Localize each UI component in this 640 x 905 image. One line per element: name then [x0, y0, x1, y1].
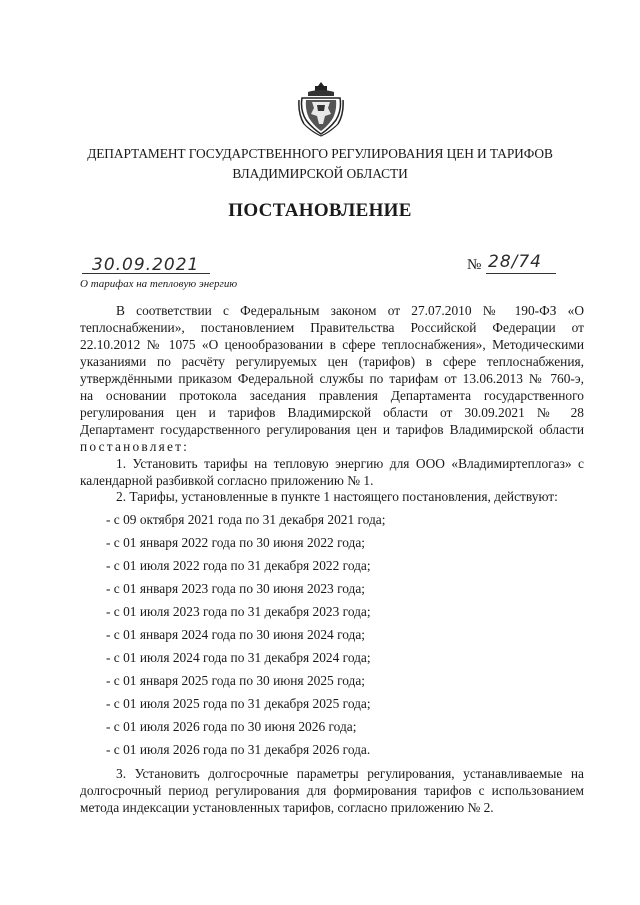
date-underline [82, 273, 210, 274]
period-item: - с 01 июля 2026 года по 31 декабря 2026 года. [106, 742, 371, 757]
document-title: ПОСТАНОВЛЕНИЕ [228, 200, 412, 221]
period-item: - с 01 июля 2025 года по 31 декабря 2025 года; [106, 696, 371, 711]
preamble-line: 22.10.2012 № 1075 «О ценообразовании в сфере теплоснабжения», Методическими [80, 337, 584, 352]
coat-of-arms-icon [298, 80, 344, 138]
resolves-word: постановляет: [80, 439, 190, 454]
preamble-line: теплоснабжении», постановлением Правительства Российской Федерации от [80, 320, 584, 335]
number-underline [486, 273, 556, 274]
paragraph-3-line: 3. Установить долгосрочные параметры регулирования, устанавливаемые на [116, 766, 584, 781]
department-name: ДЕПАРТАМЕНТ ГОСУДАРСТВЕННОГО РЕГУЛИРОВАНИЯ ЦЕН И ТАРИФОВ [87, 146, 553, 161]
preamble-line: Департамент государственного регулирования цен и тарифов Владимирской области [80, 422, 584, 437]
period-item: - с 01 января 2022 года по 30 июня 2022 года; [106, 535, 366, 550]
preamble-line: указаниями по расчёту регулируемых цен (тарифов) в сфере теплоснабжения, [80, 354, 584, 369]
period-item: - с 01 июля 2024 года по 31 декабря 2024 года; [106, 650, 371, 665]
paragraph-3-line: метода индексации установленных тарифов, согласно приложению № 2. [80, 800, 494, 815]
period-item: - с 01 января 2024 года по 30 июня 2024 года; [106, 627, 366, 642]
preamble-line: В соответствии с Федеральным законом от 27.07.2010 № 190-ФЗ «О [116, 303, 584, 318]
preamble-line: на основании протокола заседания правления Департамента государственного [80, 388, 584, 403]
preamble-line: регулирования цен и тарифов Владимирской области от 30.09.2021 № 28 [80, 405, 584, 420]
period-item: - с 01 января 2025 года по 30 июня 2025 года; [106, 673, 366, 688]
period-item: - с 09 октября 2021 года по 31 декабря 2021 года; [106, 512, 386, 527]
number-label: № [467, 257, 482, 273]
number-handwritten: 28/74 [488, 252, 542, 272]
paragraph-1-line: календарной разбивкой согласно приложению № 1. [80, 473, 374, 488]
preamble-line: утверждёнными приказом Федеральной службы по тарифам от 13.06.2013 № 760-э, [80, 371, 584, 386]
document-subject: О тарифах на тепловую энергию [80, 278, 238, 290]
paragraph-3-line: долгосрочный период регулирования для формирования тарифов с использованием [80, 783, 584, 798]
period-item: - с 01 января 2023 года по 30 июня 2023 года; [106, 581, 366, 596]
region-name: ВЛАДИМИРСКОЙ ОБЛАСТИ [232, 166, 408, 181]
period-item: - с 01 июля 2022 года по 31 декабря 2022 года; [106, 558, 371, 573]
date-handwritten: 30.09.2021 [92, 255, 200, 275]
period-item: - с 01 июля 2026 года по 30 июня 2026 года; [106, 719, 357, 734]
period-item: - с 01 июля 2023 года по 31 декабря 2023 года; [106, 604, 371, 619]
paragraph-2: 2. Тарифы, установленные в пункте 1 настоящего постановления, действуют: [116, 489, 558, 504]
paragraph-1-line: 1. Установить тарифы на тепловую энергию для ООО «Владимиртеплогаз» с [116, 456, 584, 471]
